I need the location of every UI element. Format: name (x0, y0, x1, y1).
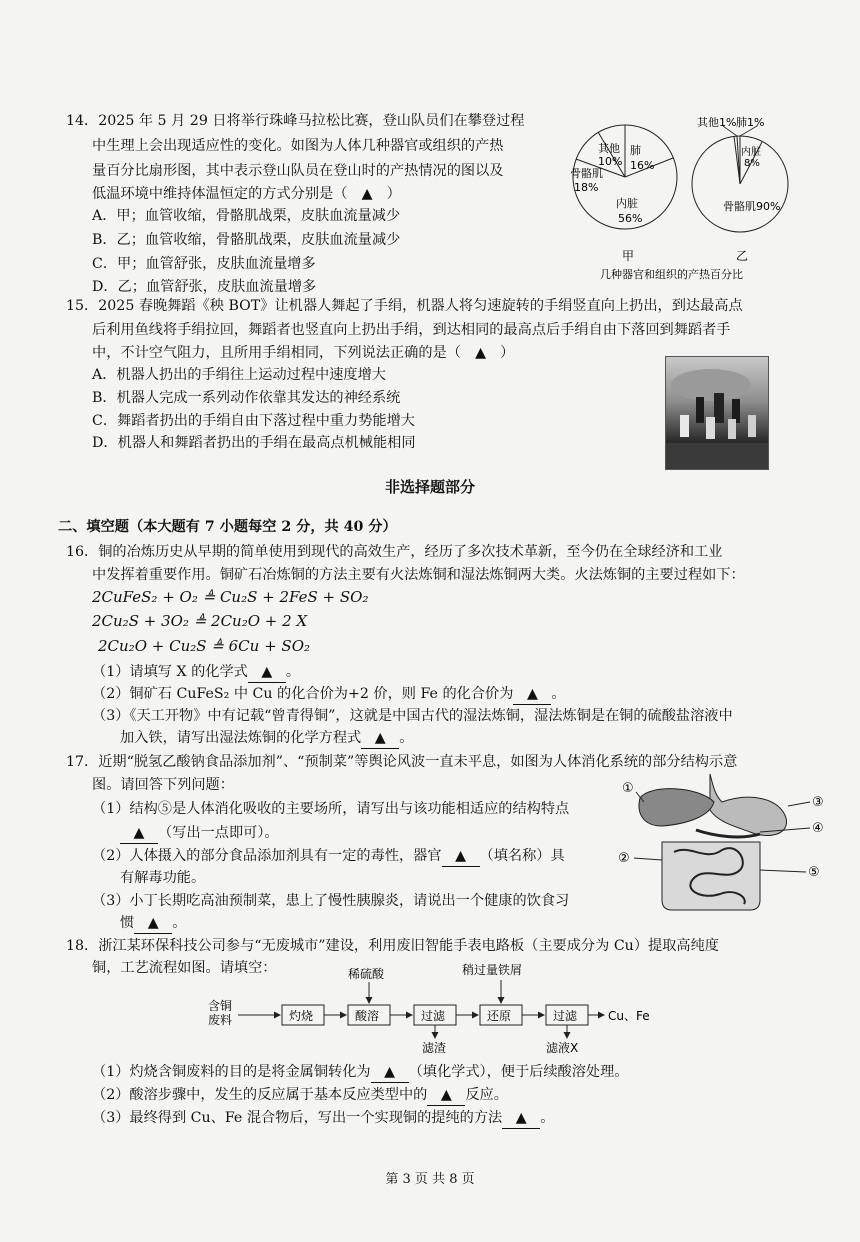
q14-option-d: D．乙；血管舒张，皮肤血流量增多 (92, 279, 317, 295)
robot-dance-photo-art (666, 357, 768, 469)
q18-sub2-text: （2）酸溶步骤中，发生的反应属于基本反应类型中的 (92, 1087, 428, 1103)
q18-line2: 铜，工艺流程如图。请填空： (92, 960, 277, 976)
leader-line-3 (788, 802, 810, 806)
q16-sub2-end: 。 (551, 686, 566, 702)
pie-jia-label-muscle: 骨骼肌 (570, 167, 603, 180)
label-1: ① (622, 781, 634, 796)
label-5: ⑤ (808, 865, 820, 880)
q17-sub3-text: 惯 (120, 915, 135, 931)
digestive-system-diagram (610, 770, 840, 920)
pie-jia-pct-other: 10% (598, 155, 623, 168)
q17-sub1-end: （写出一点即可）。 (158, 825, 279, 841)
page-footer: 第 3 页 共 8 页 (385, 1172, 475, 1187)
answer-blank[interactable]: ▲ (134, 913, 172, 934)
pie-caption: 几种器官和组织的产热百分比 (600, 268, 743, 281)
q18-sub2-end: 反应。 (465, 1087, 508, 1103)
pie-jia-label-viscera: 内脏 (616, 197, 638, 210)
q15-line1: 15．2025 春晚舞蹈《秧 BOT》让机器人舞起了手绢，机器人将匀速旋转的手绢竖直向上扔出，到达最高点 (66, 298, 743, 314)
q17-sub2-end: （填名称）具 (479, 848, 565, 864)
q18-sub2 (92, 1085, 508, 1106)
q16-sub3-line2 (120, 728, 413, 749)
pie-yi-label-muscle: 骨骼肌90% (723, 200, 781, 213)
q17-sub1-line1: （1）结构⑤是人体消化吸收的主要场所，请写出与该功能相适应的结构特点 (92, 801, 570, 817)
q17-line1: 17．近期“脱氢乙酸钠食品添加剂”、“预制菜”等舆论风波一直未平息，如图为人体消化系统的部分结构示意 (66, 754, 738, 770)
q18-line1: 18．浙江某环保科技公司参与“无废城市”建设，利用废旧智能手表电路板（主要成分为 Cu）提取高纯度 (66, 938, 719, 954)
q18-sub3 (92, 1108, 554, 1129)
q17-sub2-line1 (92, 846, 565, 867)
flow-step-filter2-label: 过滤 (553, 1009, 578, 1023)
answer-blank[interactable]: ▲ (427, 1085, 465, 1106)
answer-blank[interactable]: ▲ (120, 823, 158, 844)
q16-equation-3: 2Cu₂O + Cu₂S ≜ 6Cu + SO₂ (98, 637, 310, 655)
leader-line-2 (634, 858, 662, 860)
q16-sub1 (92, 662, 300, 683)
q16-equation-2: 2Cu₂S + 3O₂ ≜ 2Cu₂O + 2 X (92, 612, 308, 630)
flow-step-reduce-label: 还原 (487, 1009, 512, 1023)
pie-jia (570, 125, 677, 263)
answer-blank[interactable]: ▲ (513, 684, 551, 705)
label-2: ② (618, 851, 630, 866)
liver-shape (639, 789, 714, 826)
label-3: ③ (812, 795, 824, 810)
q17-sub2-line2: 有解毒功能。 (120, 870, 206, 886)
q15-line2: 后利用鱼线将手绢拉回，舞蹈者也竖直向上扔出手绢，到达相同的最高点后手绢自由下落回到舞蹈者手 (92, 322, 731, 338)
process-flow-diagram (200, 962, 680, 1054)
flow-input-line1: 含铜 (208, 999, 233, 1013)
q15-option-b: B．机器人完成一系列动作依靠其发达的神经系统 (92, 390, 401, 406)
q18-sub1 (92, 1062, 629, 1083)
heat-production-pie-charts (560, 112, 790, 287)
answer-blank[interactable]: ▲ (442, 846, 480, 867)
flow-reagent-iron: 稍过量铁屑 (462, 963, 523, 977)
q14-line1: 14．2025 年 5 月 29 日将举行珠峰马拉松比赛，登山队员们在攀登过程 (66, 113, 525, 129)
flow-step-roast-label: 灼烧 (289, 1009, 314, 1023)
pie-jia-title: 甲 (622, 249, 635, 263)
flow-output: Cu、Fe (608, 1009, 650, 1023)
q14-option-c: C．甲；血管舒张，皮肤血流量增多 (92, 256, 316, 272)
q18-sub3-end: 。 (540, 1110, 555, 1126)
pie-jia-pct-viscera: 56% (618, 212, 643, 225)
part2-heading: 二、填空题（本大题有 7 小题每空 2 分，共 40 分） (58, 519, 397, 535)
q14-line4: 低温环境中维持体温恒定的方式分别是（ ▲ ） (92, 186, 401, 202)
q15-option-d: D．机器人和舞蹈者扔出的手绢在最高点机械能相同 (92, 435, 416, 451)
q16-line2: 中发挥着重要作用。铜矿石冶炼铜的方法主要有火法炼铜和湿法炼铜两大类。火法炼铜的主要过程如下： (92, 567, 745, 583)
q15-option-a: A．机器人扔出的手绢往上运动过程中速度增大 (92, 367, 386, 383)
q14-line2: 中生理上会出现适应性的变化。如图为人体几种器官或组织的产热 (92, 138, 504, 154)
q17-sub1-line2 (120, 823, 279, 844)
q16-sub1-text: （1）请填写 X 的化学式 (92, 664, 248, 680)
q15-line3: 中，不计空气阻力，且所用手绢相同，下列说法正确的是（ ▲ ） (92, 345, 515, 361)
q16-sub2-text: （2）铜矿石 CuFeS₂ 中 Cu 的化合价为+2 价，则 Fe 的化合价为 (92, 686, 514, 702)
label-4: ④ (812, 821, 824, 836)
q18-sub3-text: （3）最终得到 Cu、Fe 混合物后，写出一个实现铜的提纯的方法 (92, 1110, 503, 1126)
q15-option-c: C．舞蹈者扔出的手绢自由下落过程中重力势能增大 (92, 413, 415, 429)
q17-sub3-line2 (120, 913, 186, 934)
flow-waste-filtrate: 滤液X (546, 1041, 579, 1054)
stomach-shape (710, 774, 787, 836)
q14-option-a: A．甲；血管收缩，骨骼肌战栗，皮肤血流量减少 (92, 208, 401, 224)
q18-sub1-end: （填化学式），便于后续酸溶处理。 (408, 1064, 629, 1080)
answer-blank[interactable]: ▲ (248, 662, 286, 683)
q16-sub3-end: 。 (399, 730, 414, 746)
pie-yi-label-other: 其他1% (697, 116, 737, 129)
q17-line2: 图。请回答下列问题： (92, 777, 234, 793)
q16-sub3-line1: （3）《天工开物》中有记载“曾青得铜”，这就是中国古代的湿法炼铜，湿法炼铜是在铜的硫酸盐溶液中 (92, 708, 733, 724)
answer-blank[interactable]: ▲ (502, 1108, 540, 1129)
robot-dance-photo (665, 356, 769, 470)
flow-input-line2: 废料 (208, 1013, 233, 1027)
answer-blank[interactable]: ▲ (371, 1062, 409, 1083)
q16-sub1-end: 。 (285, 664, 301, 680)
q14-line3: 量百分比扇形图，其中表示登山队员在登山时的产热情况的图以及 (92, 163, 504, 179)
pie-yi-label-lung: 肺1% (736, 116, 765, 129)
flow-step-filter1-label: 过滤 (421, 1009, 446, 1023)
q16-line1: 16．铜的冶炼历史从早期的简单使用到现代的高效生产，经历了多次技术革新，至今仍在全球经济和工业 (66, 544, 723, 560)
flow-step-acid-label: 酸溶 (355, 1009, 380, 1023)
pie-jia-label-other: 其他 (598, 142, 620, 155)
q16-equation-1: 2CuFeS₂ + O₂ ≜ Cu₂S + 2FeS + SO₂ (92, 588, 369, 606)
q14-option-b: B．乙；血管收缩，骨骼肌战栗，皮肤血流量减少 (92, 232, 401, 248)
section-title: 非选择题部分 (384, 478, 475, 496)
pie-jia-label-lung: 肺 (630, 144, 641, 157)
q18-sub1-text: （1）灼烧含铜废料的目的是将金属铜转化为 (92, 1064, 371, 1080)
q16-sub2 (92, 684, 566, 705)
pie-yi (692, 115, 788, 263)
flow-reagent-acid: 稀硫酸 (348, 967, 385, 981)
answer-blank[interactable]: ▲ (361, 728, 399, 749)
pie-jia-pct-muscle: 18% (574, 181, 599, 194)
q17-sub3-end: 。 (172, 915, 187, 931)
pie-jia-pct-lung: 16% (630, 159, 655, 172)
q17-sub2-text: （2）人体摄入的部分食品添加剂具有一定的毒性，器官 (92, 848, 442, 864)
pie-yi-label-viscera: 内脏 (741, 147, 761, 158)
pie-yi-title: 乙 (736, 249, 749, 263)
leader-line-5 (760, 870, 806, 872)
flow-waste-residue: 滤渣 (422, 1041, 447, 1054)
q17-sub3-line1: （3）小丁长期吃高油预制菜，患上了慢性胰腺炎，请说出一个健康的饮食习 (92, 893, 570, 909)
q16-sub3-text: 加入铁，请写出湿法炼铜的化学方程式 (120, 730, 362, 746)
pie-yi-pct-viscera: 8% (744, 158, 760, 169)
